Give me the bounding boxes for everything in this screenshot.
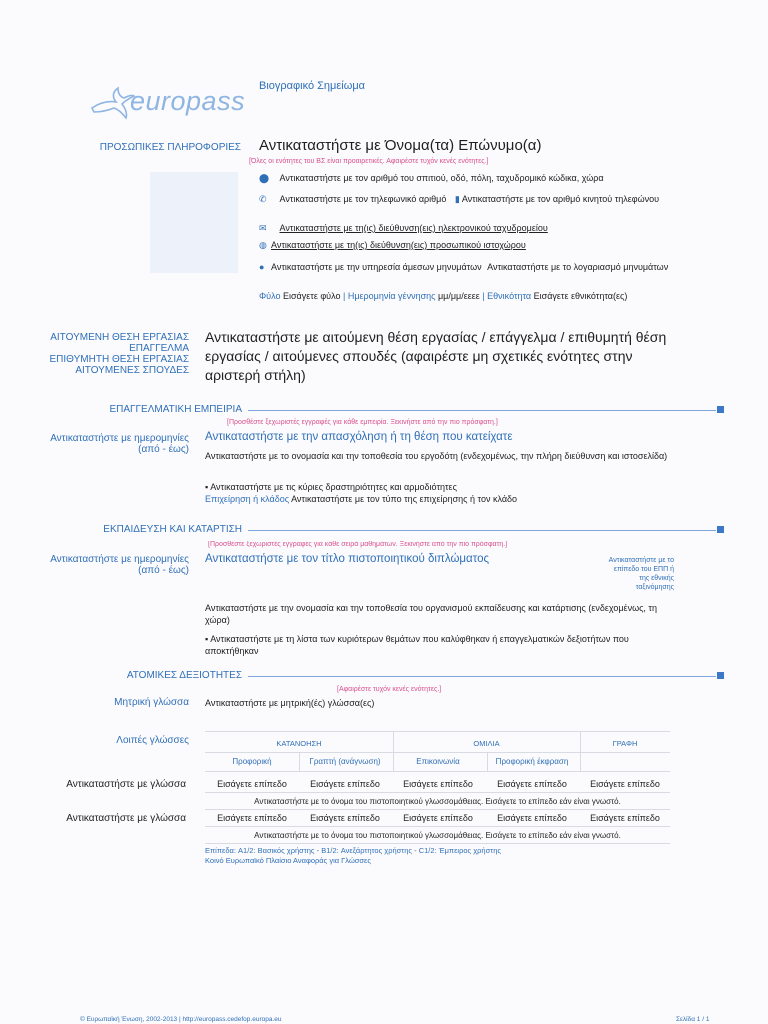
lang-table-header-line <box>205 752 670 753</box>
experience-title: Αντικαταστήστε με την απασχόληση ή τη θέση που κατείχατε <box>205 431 513 443</box>
lang-row-line <box>205 843 670 844</box>
experience-section-line <box>248 410 716 411</box>
personal-info-section-label: ΠΡΟΣΩΠΙΚΕΣ ΠΛΗΡΟΦΟΡΙΕΣ <box>99 142 241 153</box>
organisation-text: Αντικαταστήστε με την ονομασία και την τοποθεσία του οργανισμού εκπαίδευσης και κατάρτισης (ενδεχομένως, τη χώρα) <box>205 603 657 625</box>
lang-table-top-line <box>205 731 670 732</box>
language-level-cell: Εισάγετε επίπεδο <box>217 813 287 823</box>
language-certificate: Αντικαταστήστε με το όνομα του πιστοποιητικού γλωσσομάθειας. Εισάγετε το επίπεδο εάν είναι γνωστό. <box>254 797 621 806</box>
experience-dates-line: Αντικαταστήστε με ημερομηνίες <box>50 433 189 444</box>
dob-value: μμ/μμ/εεεε <box>438 291 480 301</box>
full-name: Αντικαταστήστε με Όνομα(τα) Επώνυμο(α) <box>259 137 542 154</box>
language-name: Αντικαταστήστε με γλώσσα <box>66 779 186 790</box>
speaking-header: ΟΜΙΛΙΑ <box>473 739 500 748</box>
activities-text: ▪ Αντικαταστήστε με τις κύριες δραστηριότητες και αρμοδιότητες <box>205 482 457 492</box>
cefr-link[interactable]: Κοινό Ευρωπαϊκό Πλαίσιο Αναφοράς για Γλώσσες <box>205 856 372 865</box>
eqf-level <box>588 556 674 592</box>
writing-header: ΓΡΑΦΗ <box>612 739 638 748</box>
language-level-cell: Εισάγετε επίπεδο <box>590 779 660 789</box>
experience-note: [Προσθέστε ξεχωριστές εγγραφές για κάθε εμπειρία. Ξεκινήστε από την πιο πρόσφατη.] <box>227 419 498 426</box>
phone-text: Αντικαταστήστε με τον τηλεφωνικό αριθμό <box>279 194 447 204</box>
position-label-line: ΑΙΤΟΥΜΕΝΕΣ ΣΠΟΥΔΕΣ <box>75 365 189 376</box>
language-level-cell: Εισάγετε επίπεδο <box>403 779 473 789</box>
im-account-text: Αντικαταστήστε με το λογαριασμό μηνυμάτων <box>487 262 669 272</box>
business-value: Αντικαταστήστε με τον τύπο της επιχείρησης ή τον κλάδο <box>291 494 518 504</box>
eqf-level-line: επίπεδο του ΕΠΠ ή <box>613 566 674 573</box>
position-label <box>34 332 189 376</box>
mobile-text: Αντικαταστήστε με τον αριθμό κινητού τηλεφώνου <box>461 194 660 204</box>
website-text[interactable]: Αντικαταστήστε με τη(ις) διεύθυνση(εις) προσωπικού ιστοχώρου <box>271 240 526 250</box>
language-level-cell: Εισάγετε επίπεδο <box>590 813 660 823</box>
skills-section-line <box>248 676 716 677</box>
mobile-phone-icon: ▮ <box>454 194 460 204</box>
experience-dates <box>34 433 189 455</box>
language-name: Αντικαταστήστε με γλώσσα <box>66 813 186 824</box>
eqf-level-line: της εθνικής <box>639 575 674 582</box>
position-text: Αντικαταστήστε με αιτούμενη θέση εργασίας / επάγγελμα / επιθυμητή θέση εργασίας / αιτούμενες σπουδές (αφαιρέστε μη σχετικές ενότητες στην αριστερή στήλη) <box>205 329 667 383</box>
subjects-text: ▪ Αντικαταστήστε με τη λίστα των κυριότερων θεμάτων που καλύφθηκαν ή επαγγελματικών δεξιοτήτων που αποκτήθηκαν <box>205 634 629 656</box>
gender-dob-nationality-row <box>259 290 739 302</box>
lang-row-line <box>205 826 670 827</box>
language-level-cell: Εισάγετε επίπεδο <box>310 813 380 823</box>
position-label-line: ΑΙΤΟΥΜΕΝΗ ΘΕΣΗ ΕΡΓΑΣΙΑΣ <box>50 332 189 343</box>
levels-legend: Επίπεδα: A1/2: Βασικός χρήστης - B1/2: Ανεξάρτητος χρήστης - C1/2: Έμπειρος χρήστης <box>205 846 501 855</box>
language-level-cell: Εισάγετε επίπεδο <box>497 779 567 789</box>
email-text[interactable]: Αντικαταστήστε με τη(ις) διεύθυνση(εις) ηλεκτρονικού ταχυδρομείου <box>279 223 548 233</box>
production-subheader: Προφορική έκφραση <box>495 757 569 766</box>
language-certificate: Αντικαταστήστε με το όνομα του πιστοποιητικού γλωσσομάθειας. Εισάγετε το επίπεδο εάν είναι γνωστό. <box>254 831 621 840</box>
education-section-line <box>248 530 716 531</box>
chat-bubble-icon: ● <box>259 262 265 272</box>
photo-placeholder <box>150 172 238 273</box>
europass-wordmark: europass <box>130 86 246 116</box>
interaction-subheader: Επικοινωνία <box>416 757 460 766</box>
understanding-header: ΚΑΤΑΝΟΗΣΗ <box>276 739 322 748</box>
education-note: [Προσθέστε ξεχωριστές εγγραφές για κάθε σειρά μαθημάτων. Ξεκινήστε από την πιο πρόσφατη.] <box>208 541 508 548</box>
address-text: Αντικαταστήστε με τον αριθμό του σπιτιού, οδό, πόλη, ταχυδρομικό κώδικα, χώρα <box>279 173 604 183</box>
education-dates-line: (από - έως) <box>138 565 189 576</box>
phone-row <box>259 193 729 205</box>
language-level-cell: Εισάγετε επίπεδο <box>403 813 473 823</box>
gender-label: Φύλο <box>259 291 281 301</box>
education-section-label: ΕΚΠΑΙΔΕΥΣΗ ΚΑΙ ΚΑΤΑΡΤΙΣΗ <box>103 524 242 535</box>
dob-label: Ημερομηνία γέννησης <box>347 291 436 301</box>
address-row <box>259 172 729 184</box>
mother-tongue-label: Μητρική γλώσσα <box>114 697 189 708</box>
education-dates-line: Αντικαταστήστε με ημερομηνίες <box>50 554 189 565</box>
nationality-label: Εθνικότητα <box>487 291 532 301</box>
employer-text: Αντικαταστήστε με το ονομασία και την τοποθεσία του εργοδότη (ενδεχομένως, την πλήρη διεύθυνση και ιστοσελίδα) <box>205 451 668 461</box>
globe-icon: ◍ <box>259 240 267 250</box>
footer-page-number: Σελίδα 1 / 1 <box>676 1016 710 1023</box>
skills-note: [Αφαιρέστε τυχόν κενές ενότητες.] <box>337 686 442 693</box>
lang-row-line <box>205 809 670 810</box>
document-title: Βιογραφικό Σημείωμα <box>259 80 366 92</box>
language-level-cell: Εισάγετε επίπεδο <box>217 779 287 789</box>
skills-section-label: ΑΤΟΜΙΚΕΣ ΔΕΞΙΟΤΗΤΕΣ <box>126 670 242 681</box>
language-level-cell: Εισάγετε επίπεδο <box>310 779 380 789</box>
education-section-marker <box>717 526 724 533</box>
footer-copyright: © Ευρωπαϊκή Ένωση, 2002-2013 | http://europass.cedefop.europa.eu <box>80 1016 282 1023</box>
nationality-value: Εισάγετε εθνικότητα(ες) <box>533 291 628 301</box>
website-row <box>259 239 729 251</box>
separator: | <box>482 291 485 301</box>
other-languages-label: Λοιπές γλώσσες <box>116 735 189 746</box>
lang-row-line <box>205 792 670 793</box>
location-pin-icon: ⬤ <box>259 173 270 183</box>
eqf-level-line: Αντικαταστήστε με το <box>608 557 674 564</box>
separator: | <box>342 291 346 301</box>
position-label-line: ΕΠΙΘΥΜΗΤΗ ΘΕΣΗ ΕΡΓΑΣΙΑΣ <box>49 354 189 365</box>
personal-note: [Όλες οι ενότητες του ΒΣ είναι προαιρετικές. Αφαιρέστε τυχόν κενές ενότητες.] <box>249 158 489 165</box>
experience-dates-line: (από - έως) <box>138 444 189 455</box>
eqf-level-line: ταξινόμησης <box>635 584 674 591</box>
im-service-text: Αντικαταστήστε με την υπηρεσία άμεσων μηνυμάτων <box>271 262 482 272</box>
education-dates <box>34 554 189 576</box>
experience-section-label: ΕΠΑΓΓΕΛΜΑΤΙΚΗ ΕΜΠΕΙΡΙΑ <box>109 404 242 415</box>
email-icon: ✉ <box>259 223 267 233</box>
email-row <box>259 222 729 234</box>
gender-value: Εισάγετε φύλο <box>283 291 341 301</box>
lang-table-divider <box>580 731 581 771</box>
business-row <box>205 493 685 505</box>
business-label: Επιχείρηση ή κλάδος <box>205 494 290 504</box>
lang-table-sub-line <box>205 771 670 772</box>
skills-section-marker <box>717 672 724 679</box>
europass-star-figure-icon <box>88 82 136 122</box>
reading-subheader: Γραπτή (ανάγνωση) <box>309 757 381 766</box>
europass-logo <box>88 82 248 122</box>
experience-section-marker <box>717 406 724 413</box>
position-label-line: ΕΠΑΓΓΕΛΜΑ <box>129 343 189 354</box>
language-level-cell: Εισάγετε επίπεδο <box>497 813 567 823</box>
listening-subheader: Προφορική <box>232 757 272 766</box>
education-title: Αντικαταστήστε με τον τίτλο πιστοποιητικού διπλώματος <box>205 553 490 565</box>
phone-icon: ✆ <box>259 194 267 204</box>
im-row <box>259 261 739 273</box>
mother-tongue-value: Αντικαταστήστε με μητρική(ές) γλώσσα(ες) <box>205 698 375 708</box>
